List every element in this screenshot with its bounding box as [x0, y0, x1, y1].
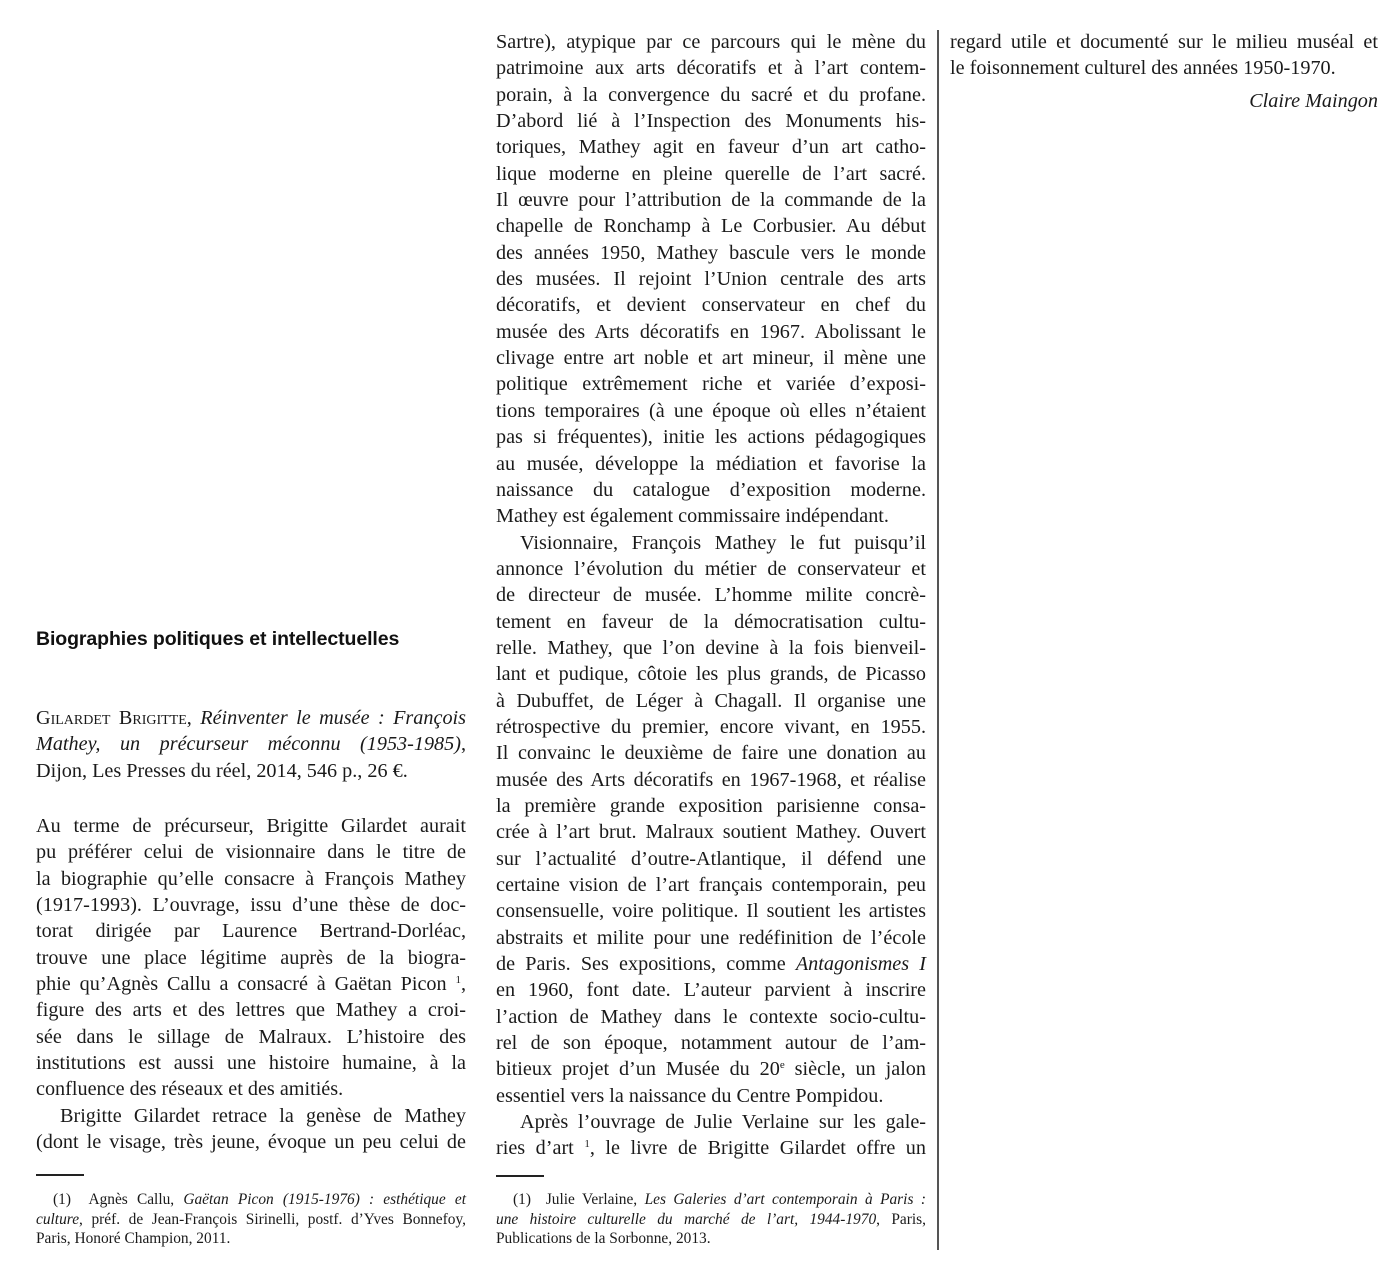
text-line: patrimoine aux arts décoratifs et à l’art contem-: [496, 57, 926, 80]
text-line: Mathey est également commissaire indépendant.: [496, 505, 889, 528]
text-line: rel de son époque, notamment autour de l’am-: [496, 1032, 926, 1055]
text-line: pas si fréquentes), initie les actions pédagogiques: [496, 426, 926, 449]
text-line: Après l’ouvrage de Julie Verlaine sur les gale-: [520, 1111, 926, 1134]
reference-author-first: Brigitte: [118, 707, 187, 729]
text-line: Il convainc le deuxième de faire une donation au: [496, 742, 926, 765]
footnote-marker[interactable]: 1: [584, 1138, 590, 1151]
text-line: Il œuvre pour l’attribution de la commande de la: [496, 189, 926, 212]
text-line: consensuelle, voire politique. Il soutient les artistes: [496, 900, 926, 923]
text-line: annonce l’évolution du métier de conservateur et: [496, 557, 926, 580]
text-line: trouve une place légitime auprès de la biogra-: [36, 946, 466, 969]
text-line: des musées. Il rejoint l’Union centrale des arts: [496, 268, 926, 291]
text-line: décoratifs, et devient conservateur en chef du: [496, 294, 926, 317]
text-line: crée à l’art brut. Malraux soutient Mathey. Ouvert: [496, 821, 926, 844]
text-line: tions temporaires (à une époque où elles n’étaient: [496, 399, 926, 422]
footnote-marker[interactable]: 1: [455, 974, 461, 987]
text-line: figure des arts et des lettres que Mathey a croi-: [36, 999, 466, 1022]
text-line: pu préférer celui de visionnaire dans le titre de: [36, 841, 466, 864]
middle-footnote: (1) Julie Verlaine, Les Galeries d’art contemporain à Paris : une histoire culturelle du marché de l’art, 1944-1970, Paris, Publications de la Sorbonne, 2013.: [496, 1191, 926, 1247]
text-line: certaine vision de l’art français contemporain, peu: [496, 874, 926, 896]
footnote-rule: [496, 1175, 544, 1177]
text-line: en 1960, font date. L’auteur parvient à inscrire: [496, 979, 926, 1002]
reference-title: Réinventer le musée : François: [200, 707, 466, 729]
text-line: la première grande exposition parisienne consa-: [496, 794, 926, 817]
exhibition-title: Antagonismes I: [795, 953, 926, 976]
text-line: porain, à la convergence du sacré et du profane.: [496, 83, 926, 106]
left-column-body: [36, 813, 466, 1155]
text-line: (1917-1993). L’ouvrage, issu d’une thèse de doc-: [36, 894, 466, 917]
text-line: regard utile et documenté sur le milieu muséal et: [950, 31, 1378, 53]
text-line: de Paris. Ses expositions, comme Antagonismes I: [496, 953, 926, 976]
text-line: rétrospective du premier, encore vivant, en 1955.: [496, 715, 926, 738]
book-reference: [36, 705, 466, 784]
text-line: Au terme de précurseur, Brigitte Gilardet aurait: [36, 815, 466, 837]
left-footnote: (1) Agnès Callu, Gaëtan Picon (1915-1976) : esthétique et culture, préf. de Jean-François Sirinelli, postf. d’Yves Bonnefoy, Paris, Honoré Champion, 2011.: [36, 1191, 466, 1247]
middle-column-body: [496, 29, 926, 1162]
reference-author-last: Gilardet: [36, 707, 111, 729]
text-line: abstraits et milite pour une redéfinition de l’école: [496, 926, 926, 949]
text-line: la biographie qu’elle consacre à François Mathey: [36, 867, 466, 890]
text-line: au musée, développe la médiation et favorise la: [496, 452, 926, 475]
text-line: toriques, Mathey agit en faveur d’un art catho-: [496, 136, 926, 159]
text-line: musée des Arts décoratifs en 1967-1968, et réalise: [496, 768, 926, 791]
reference-publication: Dijon, Les Presses du réel, 2014, 546 p., 26 €.: [36, 759, 408, 782]
text-line: torat dirigée par Laurence Bertrand-Dorléac,: [36, 920, 466, 943]
reference-line-2: Mathey, un précurseur méconnu (1953-1985),: [36, 733, 466, 756]
text-line: institutions est aussi une histoire humaine, à la: [36, 1052, 466, 1075]
text-line: clivage entre art noble et art mineur, il mène une: [496, 347, 926, 370]
footnote-rule: [36, 1174, 84, 1176]
text-line: sée dans le sillage de Malraux. L’histoire des: [36, 1025, 466, 1048]
text-line: essentiel vers la naissance du Centre Pompidou.: [496, 1084, 884, 1107]
section-title: Biographies politiques et intellectuelles: [36, 628, 400, 650]
text-line: (dont le visage, très jeune, évoque un peu celui de: [36, 1131, 466, 1154]
text-line: politique extrêmement riche et variée d’exposi-: [496, 373, 926, 396]
text-line: naissance du catalogue d’exposition moderne.: [496, 478, 926, 501]
text-line: des années 1950, Mathey bascule vers le monde: [496, 241, 926, 264]
right-column-body: [950, 29, 1378, 82]
text-line: tement en faveur de la démocratisation cultu-: [496, 610, 926, 633]
text-line: sur l’actualité d’outre-Atlantique, il défend une: [496, 847, 926, 870]
text-line: lique moderne en pleine querelle de l’art sacré.: [496, 162, 926, 185]
column-divider: [937, 30, 939, 1250]
text-line: confluence des réseaux et des amitiés.: [36, 1078, 344, 1101]
text-line: phie qu’Agnès Callu a consacré à Gaëtan Picon $^1$,: [36, 973, 466, 996]
text-line: chapelle de Ronchamp à Le Corbusier. Au début: [496, 215, 926, 238]
text-line: relle. Mathey, que l’on devine à la fois bienveil-: [496, 636, 926, 659]
text-line: Brigitte Gilardet retrace la genèse de Mathey: [60, 1104, 466, 1127]
text-line: bitieux projet d’un Musée du 20e siècle, un jalon: [496, 1058, 926, 1081]
text-line: Sartre), atypique par ce parcours qui le mène du: [496, 31, 926, 53]
text-line: musée des Arts décoratifs en 1967. Abolissant le: [496, 320, 926, 343]
text-line: ries d’art $^1$, le livre de Brigitte Gilardet offre un: [496, 1137, 926, 1160]
text-line: à Dubuffet, de Léger à Chagall. Il organise une: [496, 689, 926, 712]
text-line: l’action de Mathey dans le contexte socio-cultu-: [496, 1005, 926, 1028]
text-line: de directeur de musée. L’homme milite concrè-: [496, 584, 926, 607]
reference-line-1: Gilardet Brigitte, Réinventer le musée : François: [36, 707, 466, 729]
text-line: D’abord lié à l’Inspection des Monuments his-: [496, 110, 926, 133]
text-line: le foisonnement culturel des années 1950-1970.: [950, 57, 1336, 80]
text-line: Visionnaire, François Mathey le fut puisqu’il: [520, 531, 926, 554]
review-author-signature: Claire Maingon: [1249, 90, 1378, 112]
text-line: lant et pudique, côtoie les plus grands, de Picasso: [496, 663, 926, 686]
